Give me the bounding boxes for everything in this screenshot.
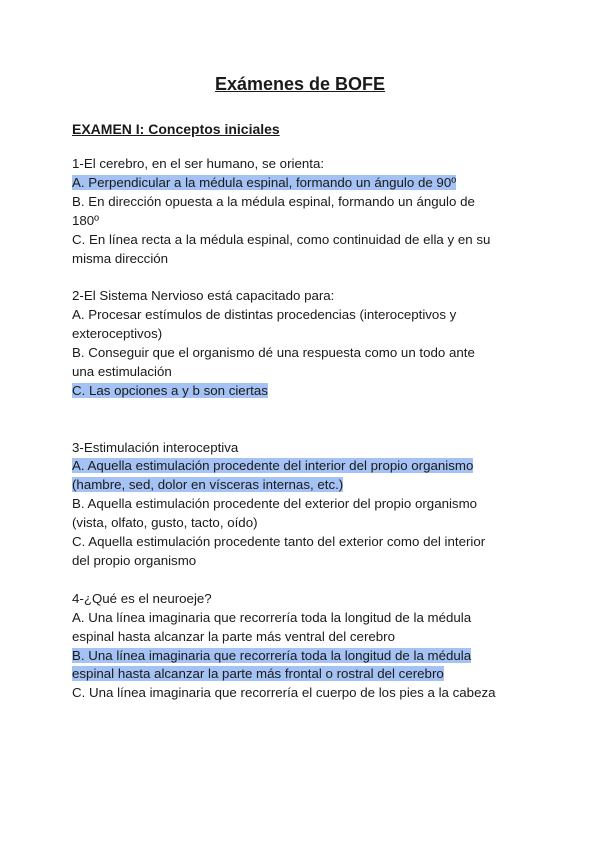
highlighted-answer: C. Las opciones a y b son ciertas (72, 382, 268, 398)
option-a-line (72, 325, 532, 344)
option-b-line (72, 363, 532, 382)
spacer (72, 571, 532, 590)
option-text: misma dirección (72, 250, 169, 266)
option-text: del propio organismo (72, 553, 197, 568)
spacer (72, 268, 532, 287)
option-a-line (72, 306, 532, 325)
question-3 (72, 439, 532, 571)
option-c-line (72, 552, 532, 571)
option-text: C. En línea recta a la médula espinal, como continuidad de ella y en su (72, 231, 491, 247)
option-a-line (72, 457, 532, 476)
highlighted-answer: espinal hasta alcanzar la parte más frontal o rostral del cerebro (72, 666, 444, 682)
question-4 (72, 590, 532, 703)
option-text: exteroceptivos) (72, 326, 163, 342)
option-text: espinal hasta alcanzar la parte más ventral del cerebro (72, 628, 395, 644)
option-text: 180º (72, 212, 100, 228)
option-text: B. Aquella estimulación procedente del exterior del propio organismo (72, 496, 478, 512)
option-b-line (72, 212, 532, 231)
option-c-line (72, 231, 532, 250)
option-b-line (72, 647, 532, 666)
option-a-line (72, 628, 532, 647)
option-b-line (72, 193, 532, 212)
question-list (72, 155, 532, 703)
option-c-line (72, 250, 532, 269)
option-text: B. En dirección opuesta a la médula espinal, formando un ángulo de (72, 193, 475, 209)
option-text: A. Una línea imaginaria que recorrería toda la longitud de la médula (72, 609, 472, 625)
highlighted-answer: A. Aquella estimulación procedente del interior del propio organismo (72, 458, 474, 474)
question-prompt: 2-El Sistema Nervioso está capacitado para: (72, 288, 335, 304)
question-2 (72, 287, 532, 400)
option-c-line (72, 684, 532, 703)
spacer (72, 401, 532, 439)
highlighted-answer: A. Perpendicular a la médula espinal, formando un ángulo de 90º (72, 174, 457, 190)
option-text: (vista, olfato, gusto, tacto, oído) (72, 515, 258, 531)
option-c-line (72, 533, 532, 552)
question-1 (72, 155, 532, 268)
option-text: C. Aquella estimulación procedente tanto del exterior como del interior (72, 534, 486, 550)
highlighted-answer: B. Una línea imaginaria que recorrería toda la longitud de la médula (72, 647, 472, 663)
option-b-line (72, 495, 532, 514)
option-b-line (72, 514, 532, 533)
document-title: Exámenes de BOFE (214, 74, 386, 94)
option-c-line (72, 382, 532, 401)
section-heading: EXAMEN I: Conceptos iniciales (72, 121, 280, 137)
highlighted-answer: (hambre, sed, dolor en vísceras internas, etc.) (72, 477, 344, 493)
option-a-line (72, 609, 532, 628)
question-prompt: 4-¿Qué es el neuroeje? (72, 590, 212, 606)
question-prompt: 1-El cerebro, en el ser humano, se orienta: (72, 156, 325, 171)
option-a-line (72, 174, 532, 193)
option-text: A. Procesar estímulos de distintas procedencias (interoceptivos y (72, 307, 457, 323)
option-a-line (72, 476, 532, 495)
question-prompt: 3-Estimulación interoceptiva (72, 439, 239, 455)
option-text: B. Conseguir que el organismo dé una respuesta como un todo ante (72, 345, 475, 361)
option-text: C. Una línea imaginaria que recorrería el cuerpo de los pies a la cabeza (72, 685, 496, 701)
option-b-line (72, 665, 532, 684)
option-text: una estimulación (72, 363, 172, 379)
option-b-line (72, 344, 532, 363)
